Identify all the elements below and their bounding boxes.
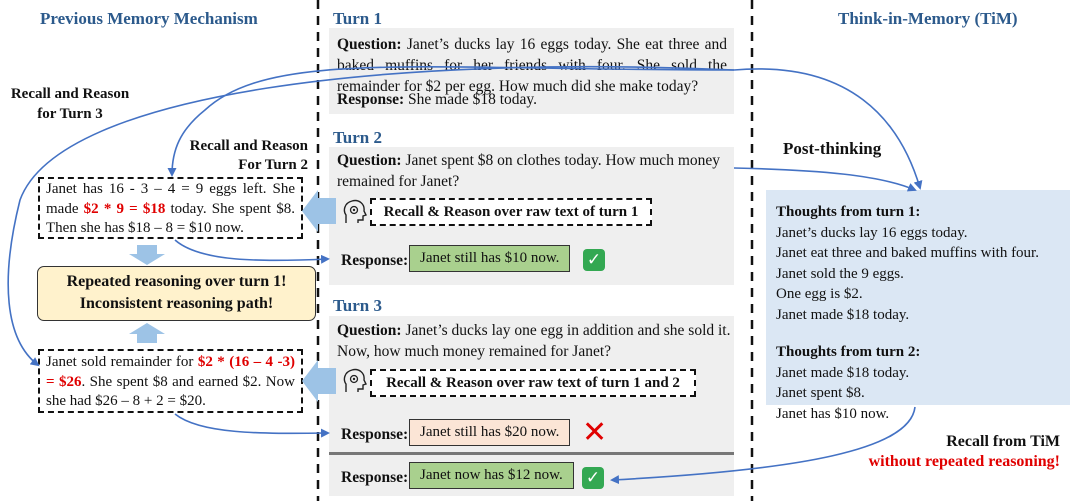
thought-item: One egg is $2. [776, 286, 863, 302]
turn3-recall-box [370, 369, 696, 397]
turn3-response-wrong-box: Janet still has $20 now. [409, 419, 570, 446]
thought-item: Janet spent $8. [776, 385, 865, 401]
turn3-question [337, 320, 732, 362]
response-label: Response: [337, 91, 405, 108]
response-text: She made $18 today. [408, 91, 538, 108]
question-label: Question: [337, 152, 402, 169]
box2-text-b: . She spent $8 and earned $2. Now she had $26 – 8 + 2 = $20. [46, 373, 295, 409]
recall-turn3-line1: Recall and Reason [10, 86, 130, 102]
turn2-response-box: Janet still has $10 now. [409, 245, 570, 272]
turn2-title: Turn 2 [333, 128, 382, 147]
arrow-icon [175, 240, 328, 260]
recall-turn2-line1: Recall and Reason [189, 138, 308, 154]
turn3-response-wrong-label: Response: [341, 426, 409, 443]
cross-mark-icon: ✕ [582, 415, 608, 450]
box2-red-text: $2 * (16 – 4 -3) = $26 [46, 354, 295, 390]
check-mark-icon: ✓ [583, 249, 605, 271]
without-repeated-line: without repeated reasoning! [868, 453, 1060, 470]
center-warning-line1: Repeated reasoning over turn 1! [66, 273, 287, 290]
tim-thoughts-panel [766, 190, 1070, 422]
turn2-response-label: Response: [341, 252, 409, 269]
recall-from-tim-label [840, 432, 1060, 472]
recall-turn3-label [10, 84, 130, 124]
check-mark-icon: ✓ [582, 467, 604, 489]
arrow-icon [129, 245, 165, 265]
turn1-title: Turn 1 [333, 9, 382, 28]
turn3-response-right-label: Response: [341, 469, 409, 486]
arrow-icon [734, 168, 915, 190]
center-warning-box [37, 266, 316, 321]
arrow-icon [175, 414, 328, 433]
thoughts-spacer [776, 325, 1060, 342]
question-text: Janet’s ducks lay one egg in addition and she sold it. Now, how much money remained for Janet? [337, 322, 731, 360]
previous-turn3-reasoning-text [46, 353, 295, 412]
thoughts2-title: Thoughts from turn 2: [776, 344, 921, 360]
arrow-icon [734, 69, 920, 188]
tim-header: Think-in-Memory (TiM) [838, 9, 1018, 28]
thought-item: Janet has $10 now. [776, 405, 890, 422]
turn2-recall-text: Recall & Reason over raw text of turn 1 [383, 204, 639, 220]
previous-turn2-reasoning-box [38, 177, 303, 239]
question-label: Question: [337, 322, 402, 339]
question-label: Question: [337, 36, 402, 53]
thought-item: Janet sold the 9 eggs. [776, 265, 904, 282]
turn1-question [337, 34, 727, 97]
thought-item: Janet made $18 today. [776, 306, 910, 323]
turn3-title: Turn 3 [333, 296, 382, 315]
thought-item: Janet’s ducks lay 16 eggs today. [776, 224, 968, 241]
thoughts1-title: Thoughts from turn 1: [776, 204, 921, 220]
previous-turn2-reasoning-text [46, 180, 295, 239]
gear-head-icon [342, 199, 368, 225]
box2-text-a: Janet sold remainder for [46, 354, 198, 370]
turn3-separator [329, 452, 734, 455]
post-thinking-label: Post-thinking [783, 139, 882, 158]
previous-turn3-reasoning-box [38, 349, 303, 413]
thought-item: Janet eat three and baked muffins with four. [776, 245, 1039, 261]
center-warning-line2: Inconsistent reasoning path! [79, 295, 274, 312]
turn3-response-right-box: Janet now has $12 now. [409, 462, 574, 489]
box1-red-text: $2 * 9 = $18 [83, 200, 166, 217]
question-text: Janet spent $8 on clothes today. How much money remained for Janet? [337, 152, 721, 190]
turn2-question [337, 150, 727, 192]
recall-from-tim-line1: Recall from TiM [946, 433, 1060, 450]
turn1-response [337, 89, 537, 110]
recall-turn2-line2: For Turn 2 [238, 157, 308, 173]
box1-text-a: Janet has 16 - 3 – 4 = 9 eggs left. She made [46, 181, 295, 217]
gear-head-icon [342, 368, 368, 394]
previous-memory-header: Previous Memory Mechanism [40, 9, 258, 28]
thought-item: Janet made $18 today. [776, 364, 910, 381]
question-text: Janet’s ducks lay 16 eggs today. She eat three and baked muffins for her friends with four. She sold the remainder for $2 per egg. How much did she make today? [337, 36, 727, 95]
recall-turn3-line2: for Turn 3 [37, 106, 103, 122]
recall-turn2-label [176, 137, 308, 175]
box1-text-b: today. She spent $8. Then she has $18 – 8 = $10 now. [46, 200, 295, 236]
turn2-recall-box [370, 198, 652, 226]
arrow-icon [129, 323, 165, 343]
turn3-recall-text: Recall & Reason over raw text of turn 1 and 2 [386, 375, 680, 391]
